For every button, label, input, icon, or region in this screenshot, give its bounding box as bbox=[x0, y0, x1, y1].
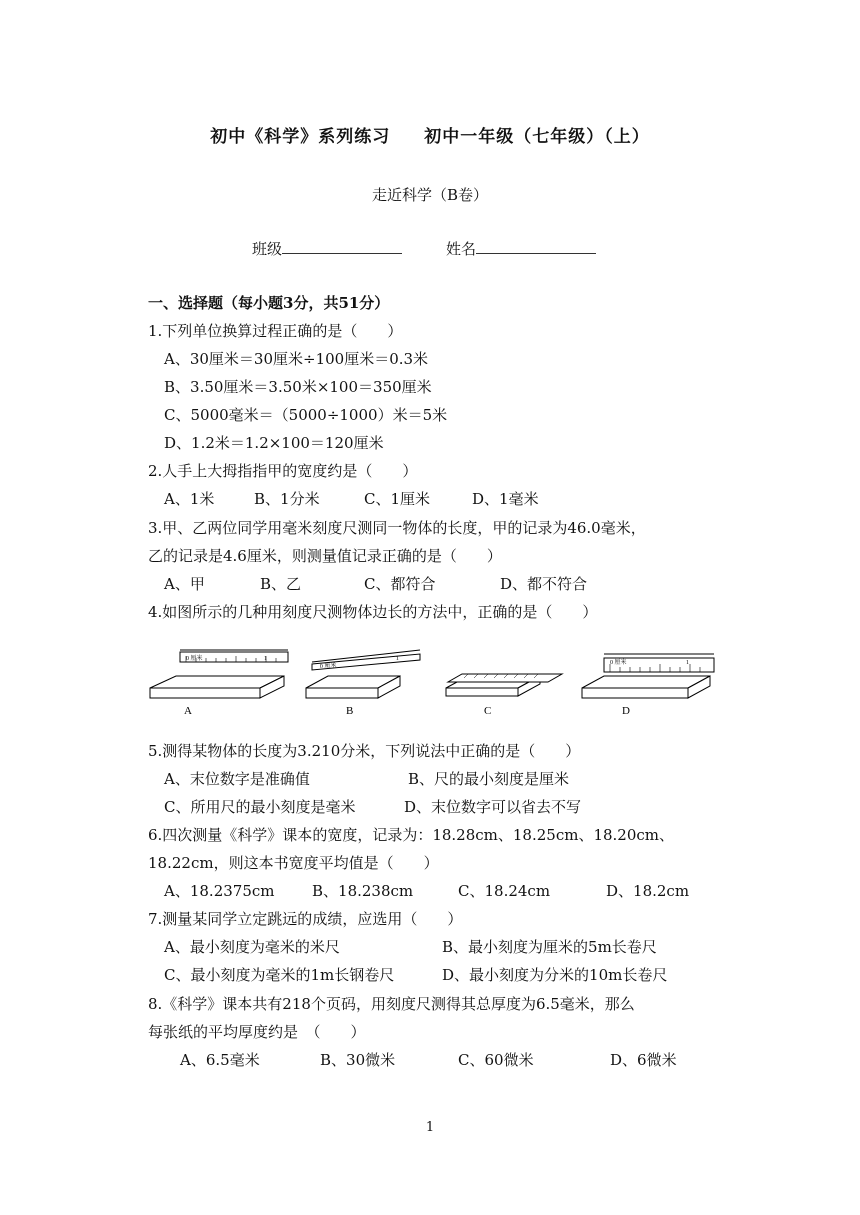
section-heading: 一、选择题（每小题3分，共51分） bbox=[148, 294, 390, 312]
figure-label-a: A bbox=[184, 705, 192, 717]
question-3-option-c: C、都符合 bbox=[364, 575, 436, 593]
question-1-option-a: A、30厘米＝30厘米÷100厘米＝0.3米 bbox=[164, 350, 429, 368]
question-5-option-c: C、所用尺的最小刻度是毫米 bbox=[164, 798, 356, 816]
figure-label-d: D bbox=[622, 705, 630, 717]
question-7-stem: 7.测量某同学立定跳远的成绩，应选用（ ） bbox=[148, 910, 463, 928]
question-5-option-d: D、末位数字可以省去不写 bbox=[404, 798, 582, 816]
question-2-option-d: D、1毫米 bbox=[472, 490, 539, 508]
question-7-option-d: D、最小刻度为分米的10m长卷尺 bbox=[442, 966, 668, 984]
question-3-option-d: D、都不符合 bbox=[500, 575, 588, 593]
question-1-option-c: C、5000毫米＝（5000÷1000）米＝5米 bbox=[164, 406, 448, 424]
question-3-option-a: A、甲 bbox=[164, 575, 205, 593]
question-2-option-a: A、1米 bbox=[164, 490, 215, 508]
name-blank bbox=[476, 239, 596, 254]
question-8-stem-line2: 每张纸的平均厚度约是 （ ） bbox=[148, 1023, 366, 1041]
question-1-stem: 1.下列单位换算过程正确的是（ ） bbox=[148, 322, 403, 340]
ruler-b-label: 0 厘米 bbox=[319, 662, 337, 670]
figure-panel-c bbox=[446, 674, 562, 717]
question-8-option-c: C、60微米 bbox=[458, 1051, 534, 1069]
question-6-option-d: D、18.2cm bbox=[606, 882, 690, 900]
question-3-stem-line2: 乙的记录是4.6厘米，则测量值记录正确的是（ ） bbox=[148, 547, 502, 565]
figure-label-b: B bbox=[346, 705, 354, 717]
question-4-stem: 4.如图所示的几种用刻度尺测物体边长的方法中，正确的是（ ） bbox=[148, 603, 598, 621]
question-5-option-a: A、末位数字是准确值 bbox=[164, 770, 310, 788]
ruler-figure bbox=[148, 642, 718, 722]
ruler-a-label: 0 厘米 bbox=[186, 656, 203, 662]
page-number: 1 bbox=[425, 1120, 435, 1135]
question-1-option-d: D、1.2米＝1.2×100＝120厘米 bbox=[164, 434, 384, 452]
question-6-option-c: C、18.24cm bbox=[458, 882, 551, 900]
title-grade: 初中一年级（七年级）（上） bbox=[424, 127, 650, 147]
question-8-option-a: A、6.5毫米 bbox=[180, 1051, 260, 1069]
question-8-option-b: B、30微米 bbox=[320, 1051, 396, 1069]
page-subtitle: 走近科学（B卷） bbox=[371, 186, 489, 204]
question-1-option-b: B、3.50厘米＝3.50米×100＝350厘米 bbox=[164, 378, 432, 396]
ruler-a-tick: 1 bbox=[264, 656, 267, 662]
question-6-option-a: A、18.2375cm bbox=[164, 882, 275, 900]
question-8-option-d: D、6微米 bbox=[610, 1051, 677, 1069]
question-6-stem-line1: 6.四次测量《科学》课本的宽度，记录为：18.28cm、18.25cm、18.20cm、 bbox=[148, 826, 675, 844]
question-2-option-b: B、1分米 bbox=[254, 490, 320, 508]
title-series: 初中《科学》系列练习 bbox=[210, 127, 391, 147]
question-8-stem-line1: 8.《科学》课本共有218个页码，用刻度尺测得其总厚度为6.5毫米，那么 bbox=[148, 995, 635, 1013]
page-title bbox=[0, 122, 860, 147]
question-6-option-b: B、18.238cm bbox=[312, 882, 414, 900]
question-7-option-c: C、最小刻度为毫米的1m长钢卷尺 bbox=[164, 966, 395, 984]
question-5-stem: 5.测得某物体的长度为3.210分米，下列说法中正确的是（ ） bbox=[148, 742, 581, 760]
question-7-option-a: A、最小刻度为毫米的米尺 bbox=[164, 938, 340, 956]
question-6-stem-line2: 18.22cm，则这本书宽度平均值是（ ） bbox=[148, 854, 439, 872]
figure-panel-a bbox=[150, 650, 288, 717]
ruler-d-tick: 1 bbox=[686, 660, 689, 666]
class-label: 班级 bbox=[252, 240, 283, 258]
question-2-stem: 2.人手上大拇指指甲的宽度约是（ ） bbox=[148, 462, 418, 480]
question-2-option-c: C、1厘米 bbox=[364, 490, 431, 508]
ruler-d-label: 0 厘米 bbox=[610, 660, 627, 666]
ruler-b-tick: 1 bbox=[395, 655, 400, 662]
question-7-option-b: B、最小刻度为厘米的5m长卷尺 bbox=[442, 938, 657, 956]
name-label: 姓名 bbox=[446, 240, 477, 258]
question-3-stem-line1: 3.甲、乙两位同学用毫米刻度尺测同一物体的长度，甲的记录为46.0毫米， bbox=[148, 519, 646, 537]
name-fields bbox=[252, 238, 596, 259]
figure-label-c: C bbox=[484, 705, 492, 717]
figure-panel-d bbox=[582, 654, 714, 717]
question-3-option-b: B、乙 bbox=[260, 575, 302, 593]
question-5-option-b: B、尺的最小刻度是厘米 bbox=[408, 770, 570, 788]
class-blank bbox=[282, 239, 402, 254]
figure-panel-b bbox=[306, 650, 420, 717]
